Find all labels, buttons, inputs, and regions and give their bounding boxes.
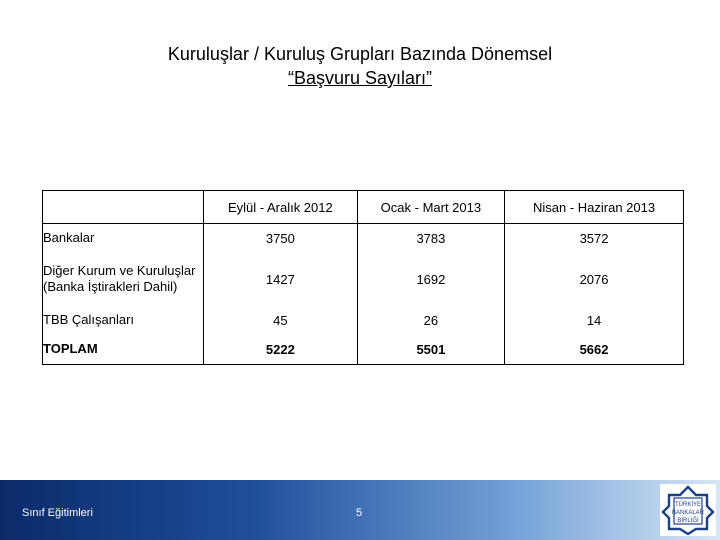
column-header: Eylül - Aralık 2012 (204, 191, 358, 224)
slide-title-line1: Kuruluşlar / Kuruluş Grupları Bazında Dönemsel (167, 44, 553, 64)
table-row (43, 224, 684, 253)
table-cell: 1692 (357, 252, 504, 306)
table-cell: 3783 (357, 224, 504, 253)
row-label: TBB Çalışanları (43, 306, 204, 334)
footer-label: Sınıf Eğitimleri (22, 507, 93, 519)
page-number: 5 (356, 507, 363, 519)
svg-text:BANKALAR: BANKALAR (671, 510, 705, 516)
table-row (43, 306, 684, 334)
table-corner-cell (43, 191, 204, 224)
table-cell: 2076 (505, 252, 684, 306)
column-header: Nisan - Haziran 2013 (505, 191, 684, 224)
slide-title-line2: “Başvuru Sayıları” (287, 68, 433, 88)
total-row (43, 334, 684, 365)
column-header: Ocak - Mart 2013 (357, 191, 504, 224)
table-row (43, 252, 684, 306)
table-cell: 5501 (357, 334, 504, 365)
table-cell: 45 (204, 306, 358, 334)
svg-text:TÜRKİYE: TÜRKİYE (674, 502, 702, 508)
svg-text:BİRLİĞİ: BİRLİĞİ (677, 518, 699, 524)
table-cell: 3750 (204, 224, 358, 253)
table-cell: 5222 (204, 334, 358, 365)
row-label: TOPLAM (43, 334, 204, 365)
slide-title (0, 42, 720, 90)
row-label: Bankalar (43, 224, 204, 253)
tbb-logo-icon (660, 484, 716, 536)
row-label: Diğer Kurum ve Kuruluşlar (Banka İştirakleri Dahil) (43, 252, 204, 306)
table-cell: 26 (357, 306, 504, 334)
applications-table (42, 190, 684, 365)
table-cell: 1427 (204, 252, 358, 306)
table-cell: 3572 (505, 224, 684, 253)
table-cell: 14 (505, 306, 684, 334)
table-cell: 5662 (505, 334, 684, 365)
table-header-row (43, 191, 684, 224)
